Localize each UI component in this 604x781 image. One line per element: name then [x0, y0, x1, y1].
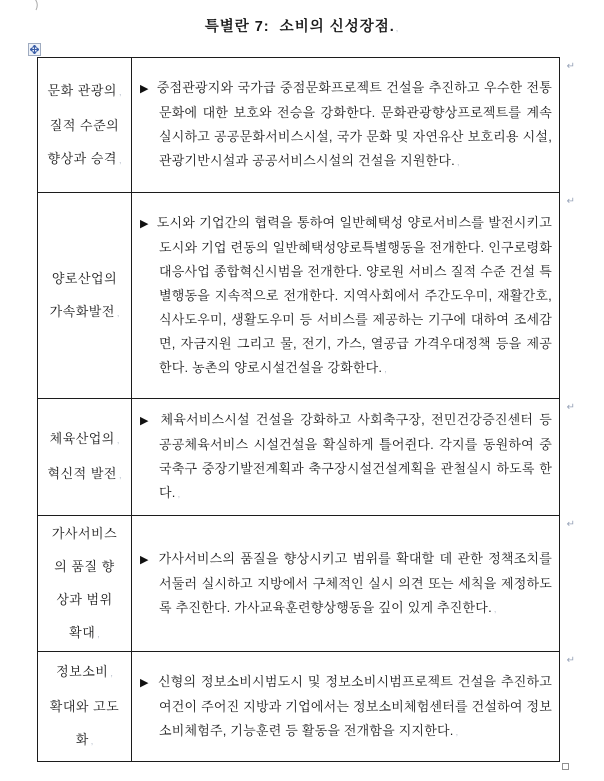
cell-end-paragraph-mark: , — [455, 726, 459, 737]
row-end-paragraph-mark: ↵ — [566, 402, 575, 413]
row-content-cell[interactable] — [132, 652, 559, 761]
cell-text: 신형의 정보소비시범도시 및 정보소비시범프로젝트 건설을 추진하고 여건이 주어진 지방과 기업에서는 정보소비체험센터를 건설하여 정보소비체험주, 기능훈련 등 활동을 전개함을 지지한다. — [157, 673, 553, 738]
table-row — [38, 193, 575, 399]
row-header-line: 양로산업의 — [51, 270, 118, 286]
row-content-cell[interactable] — [132, 193, 559, 398]
row-header-lines — [50, 655, 119, 758]
row-content-paragraph — [140, 547, 552, 621]
cell-end-paragraph-mark: , — [384, 363, 387, 374]
row-header-line: 확대와 고도 — [49, 699, 120, 714]
row-header-line: 상과 범위 — [56, 591, 113, 607]
move-cross-arrows-icon — [30, 45, 39, 54]
cell-text: 체육서비스시설 건설을 강화하고 사회축구장, 전민건강증진센터 등 공공체육서비스 시설건설을 확실하게 틀어쥔다. 각지를 동원하여 중국축구 중장기발전계획과 축구장시설건설계획을 관철실시 하도록 한다. — [159, 412, 552, 500]
row-content-cell[interactable] — [132, 516, 559, 651]
row-header-line: 향상과 승격 , — [47, 150, 122, 166]
row-content-cell[interactable] — [132, 399, 559, 515]
line-break-mark: , — [110, 668, 113, 678]
row-header-lines — [50, 262, 120, 330]
line-break-mark: , — [118, 470, 122, 480]
row-header-lines — [48, 422, 122, 492]
row-header-line: 확대 , — [69, 624, 100, 640]
stray-paragraph-mark — [32, 0, 41, 16]
cell-end-paragraph-mark: , — [456, 157, 460, 167]
row-end-paragraph-mark: ↵ — [566, 519, 575, 530]
table-row — [38, 58, 575, 193]
bullet-triangle-icon: ▶ — [140, 217, 153, 230]
cell-text: 중점관광지와 국가급 중점문화프로젝트 건설을 추진하고 우수한 전통문화에 대한 보호와 전승을 강화한다. 문화관광향상프로젝트를 계속 실시하고 공공문화서비스시설, 국가 문화 및 자연유산 보호리용 시설, 관광기반시설과 공공서비스시설의 건설을 지원한다. — [156, 80, 553, 168]
special-column-table — [37, 57, 575, 762]
bullet-triangle-icon: ▶ — [140, 415, 157, 427]
row-content-paragraph — [140, 408, 552, 506]
line-break-mark: , — [97, 628, 100, 639]
row-content-paragraph — [140, 76, 552, 174]
row-content-paragraph — [140, 670, 552, 744]
table-move-handle[interactable] — [28, 43, 41, 56]
row-header-lines — [52, 517, 117, 651]
cell-text: 도시와 기업간의 협력을 통하여 일반혜택성 양로서비스를 발전시키고 도시와 기업 련동의 일반혜택성양로특별행동을 전개한다. 인구로령화대응사업 종합혁신시범을 전개한다. 양로원 서비스 질적 수준 건설 특별행동을 지속적으로 전개한다. 지역사회에서 주간도우미, 재활간호, 식사도우미, 생활도우미 등 서비스를 제공하는 기구에 대하여 조세감면, 자금지원 그리고 물, 전기, 가스, 열공급 가격우대정책 등을 제공한다. 농촌의 양로시설건설을 강화한다. — [156, 214, 553, 375]
line-break-mark: , — [116, 435, 120, 445]
line-break-mark: , — [116, 307, 120, 318]
line-break-mark: , — [90, 736, 94, 746]
title-paragraph-mark: , — [395, 23, 400, 33]
line-break-mark: , — [118, 86, 122, 97]
cell-end-paragraph-mark: , — [493, 603, 497, 614]
row-header-line: 문화 관광의 , — [47, 82, 122, 98]
row-header-cell[interactable] — [38, 58, 132, 192]
row-header-cell[interactable] — [38, 652, 132, 761]
page-title-text: 특별란 7: 소비의 신성장점. — [204, 19, 395, 35]
table-resize-handle[interactable] — [562, 763, 569, 770]
cell-end-paragraph-mark: , — [177, 489, 181, 499]
cell-text: 가사서비스의 품질을 향상시키고 범위를 확대할 데 관한 정책조치를 서둘러 실시하고 지방에서 구체적인 실시 의견 또는 세칙을 제정하도록 추진한다. 가사교육훈련향상행동을 깊이 있게 추진한다. — [158, 550, 552, 615]
row-header-line: 체육산업의 , — [49, 431, 120, 446]
row-content-paragraph — [140, 211, 552, 381]
row-header-cell[interactable] — [38, 399, 132, 515]
table-row — [38, 399, 575, 516]
row-end-paragraph-mark: ↵ — [566, 196, 575, 207]
row-header-line: 정보소비 , — [56, 664, 113, 679]
bullet-triangle-icon: ▶ — [140, 553, 155, 566]
line-break-mark: , — [118, 154, 122, 165]
page-title — [0, 15, 604, 36]
row-header-lines — [48, 74, 122, 177]
row-end-paragraph-mark: ↵ — [566, 61, 575, 72]
stray-mark-glyph — [32, 0, 41, 11]
row-header-line: 화 , — [75, 732, 94, 747]
bullet-triangle-icon: ▶ — [140, 676, 154, 689]
row-content-cell[interactable] — [132, 58, 559, 192]
table-row — [38, 652, 575, 761]
bullet-triangle-icon: ▶ — [140, 83, 153, 95]
row-header-cell[interactable] — [38, 193, 132, 398]
table-row — [38, 516, 575, 652]
row-header-cell[interactable] — [38, 516, 132, 651]
row-header-line: 질적 수준의 — [49, 117, 120, 133]
row-header-line: 의 품질 향 — [54, 558, 115, 574]
row-header-line: 혁신적 발전 , — [47, 466, 122, 481]
row-end-paragraph-mark: ↵ — [566, 655, 575, 666]
row-header-line: 가속화발전 , — [49, 303, 120, 319]
row-header-line: 가사서비스 — [51, 525, 118, 541]
